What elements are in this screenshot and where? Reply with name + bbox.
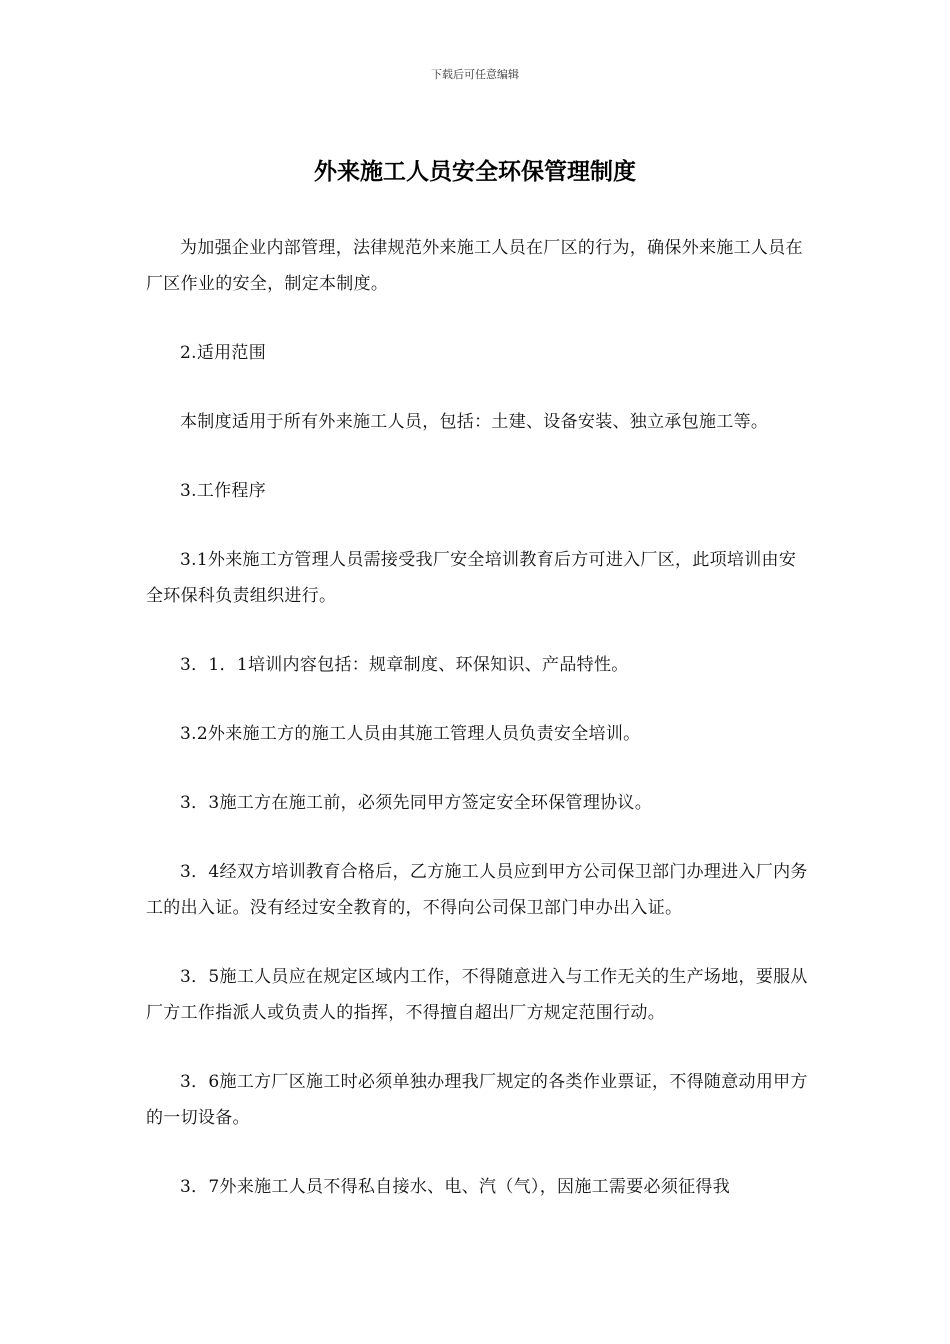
section-heading-scope: 2.适用范围 xyxy=(180,343,267,363)
paragraph-3-6: 3．6施工方厂区施工时必须单独办理我厂规定的各类作业票证，不得随意动用甲方的一切设备。 xyxy=(146,1072,808,1128)
document-title: 外来施工人员安全环保管理制度 xyxy=(314,158,636,185)
paragraph-3-7: 3．7外来施工人员不得私自接水、电、汽（气），因施工需要必须征得我 xyxy=(180,1177,731,1197)
header-note: 下载后可任意编辑 xyxy=(431,68,519,81)
document-body xyxy=(146,230,810,1238)
paragraph-scope: 本制度适用于所有外来施工人员，包括：土建、设备安装、独立承包施工等。 xyxy=(180,412,769,432)
paragraph-3-3: 3．3施工方在施工前，必须先同甲方签定安全环保管理协议。 xyxy=(180,793,653,813)
paragraph-3-2: 3.2外来施工方的施工人员由其施工管理人员负责安全培训。 xyxy=(180,724,641,744)
paragraph-3-5: 3．5施工人员应在规定区域内工作，不得随意进入与工作无关的生产场地，要服从厂方工作指派人或负责人的指挥，不得擅自超出厂方规定范围行动。 xyxy=(146,967,808,1023)
paragraph-3-1-1: 3．1．1培训内容包括：规章制度、环保知识、产品特性。 xyxy=(180,655,629,675)
paragraph-intro: 为加强企业内部管理，法律规范外来施工人员在厂区的行为，确保外来施工人员在厂区作业的安全，制定本制度。 xyxy=(146,238,803,294)
paragraph-3-1: 3.1外来施工方管理人员需接受我厂安全培训教育后方可进入厂区，此项培训由安全环保科负责组织进行。 xyxy=(146,550,797,606)
section-heading-procedure: 3.工作程序 xyxy=(180,481,267,501)
paragraph-3-4: 3．4经双方培训教育合格后，乙方施工人员应到甲方公司保卫部门办理进入厂内务工的出入证。没有经过安全教育的，不得向公司保卫部门申办出入证。 xyxy=(146,862,808,918)
